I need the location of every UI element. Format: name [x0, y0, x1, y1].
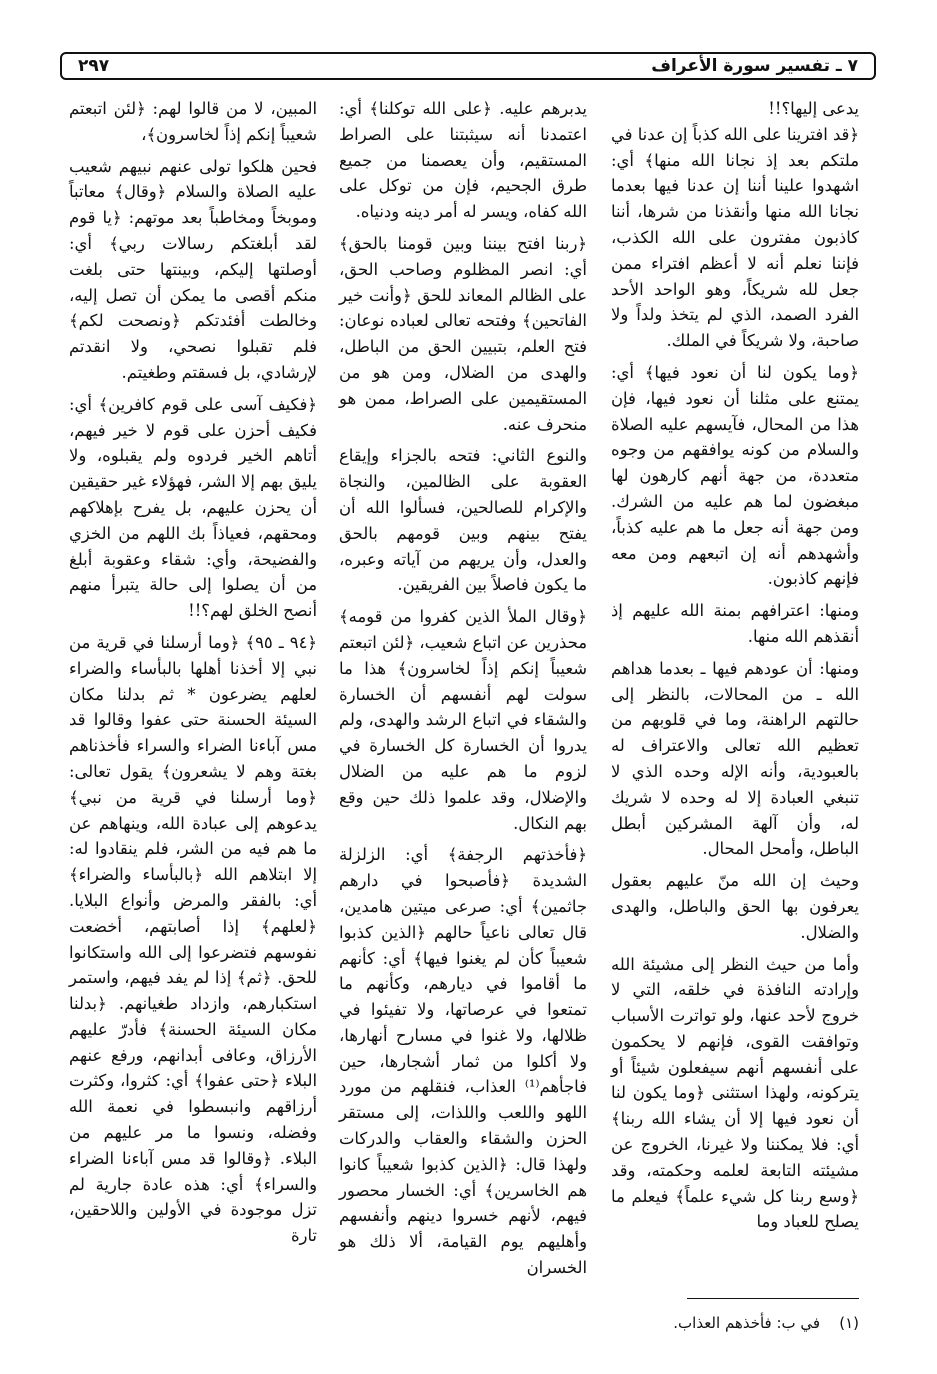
text-column-left [69, 96, 317, 1249]
paragraph: ﴿قد افترينا على الله كذباً إن عدنا في ملتكم بعد إذ نجانا الله منها﴾ أي: اشهدوا علينا أننا إن عدنا فيها بعدما نجانا الله منها وأنقذنا من شرها، أننا كاذبون مفترون على الله الكذب، فإننا نعلم أنه لا أعظم افتراء ممن جعل لله شريكاً، وهو الواحد الأحد الفرد الصمد، الذي لم يتخذ ولداً ولا صاحبة، ولا شريكاً في الملك. [610, 124, 859, 351]
paragraph: ﴿ربنا افتح بيننا وبين قومنا بالحق﴾ أي: انصر المظلوم وصاحب الحق، على الظالم المعاند للحق ﴿وأنت خير الفاتحين﴾ وفتحه تعالى لعباده نوعان: فتح العلم، بتبيين الحق من الباطل، والهدى من الضلال، ومن هو من المستقيمين على الصراط، ممن هو منحرف عنه. [339, 233, 587, 434]
text-column-right [611, 96, 859, 1235]
paragraph: وحيث إن الله منّ عليهم بعقول يعرفون بها الحق والباطل، والهدى والضلال. [611, 871, 859, 942]
paragraph: ومنها: اعترافهم بمنة الله عليهم إذ أنقذهم الله منها. [611, 601, 859, 646]
paragraph: ومنها: أن عودهم فيها ـ بعدما هداهم الله ـ من المحالات، بالنظر إلى حالتهم الراهنة، وما في قلوبهم من تعظيم الله تعالى والاعتراف له بالعبودية، وأنه الإله وحده الذي لا تنبغي العبادة إلا له وحده لا شريك له، وأن آلهة المشركين أبطل الباطل، وأمحل المحال. [611, 658, 859, 859]
paragraph: ﴿فكيف آسى على قوم كافرين﴾ أي: فكيف أحزن على قوم لا خير فيهم، أتاهم الخير فردوه ولم يقبلوه، ولا يليق بهم إلا الشر، فهؤلاء غير حقيقين أن يحزن عليهم، بل يفرح بإهلاكهم ومحقهم، فعياذاً بك اللهم من الخزي والفضيحة، وأي: شقاء وعقوبة أبلغ من أن يصلوا إلى حالة يتبرأ منهم أنصح الخلق لهم؟!! [69, 394, 317, 621]
footnote [673, 1312, 859, 1334]
paragraph: يدبرهم عليه. ﴿على الله توكلنا﴾ أي: اعتمدنا أنه سيثبتنا على الصراط المستقيم، وأن يعصمنا من جميع طرق الجحيم، فإن من توكل على الله كفاه، ويسر له أمر دينه ودنياه. [339, 99, 587, 222]
running-header [60, 52, 876, 80]
chapter-title: ٧ ـ تفسير سورة الأعراف [651, 56, 858, 76]
paragraph: ﴿٩٤ ـ ٩٥﴾ ﴿وما أرسلنا في قرية من نبي إلا أخذنا أهلها بالبأساء والضراء لعلهم يضرعون * ثم بدلنا مكان السيئة الحسنة حتى عفوا وقالوا قد مس آباءنا الضراء والسراء فأخذناهم بغتة وهم لا يشعرون﴾ يقول تعالى: ﴿وما أرسلنا في قرية من نبي﴾ يدعوهم إلى عبادة الله، وينهاهم عن ما هم فيه من الشر، فلم ينقادوا له: إلا ابتلاهم الله ﴿بالبأساء والضراء﴾ أي: بالفقر والمرض وأنواع البلايا. ﴿لعلهم﴾ إذا أصابتهم، أخضعت نفوسهم فتضرعوا إلى الله واستكانوا للحق. ﴿ثم﴾ إذا لم يفد فيهم، واستمر استكبارهم، وازداد طغيانهم. ﴿بدلنا مكان السيئة الحسنة﴾ فأدرّ عليهم الأرزاق، وعافى أبدانهم، ورفع عنهم البلاء ﴿حتى عفوا﴾ أي: كثروا، وكثرت أرزاقهم وانبسطوا في نعمة الله وفضله، ونسوا ما مر عليهم من البلاء. ﴿وقالوا قد مس آباءنا الضراء والسراء﴾ أي: هذه عادة جارية لم تزل موجودة في الأولين واللاحقين، تارة [69, 632, 317, 1246]
paragraph: ﴿فأخذتهم الرجفة﴾ أي: الزلزلة الشديدة ﴿فأصبحوا في دارهم جاثمين﴾ أي: صرعى ميتين هامدين، قال تعالى ناعياً حالهم ﴿الذين كذبوا شعيباً كأن لم يغنوا فيها﴾ أي: كأنهم ما أقاموا في ديارهم، وكأنهم ما تمتعوا في عرصاتها، ولا تفيئوا في ظلالها، ولا غنوا في مسارح أنهارها، ولا أكلوا من ثمار أشجارها، حين فاجأهم⁽¹⁾ العذاب، فنقلهم من مورد اللهو واللعب واللذات، إلى مستقر الحزن والشقاء والعقاب والدركات ولهذا قال: ﴿الذين كذبوا شعيباً كانوا هم الخاسرين﴾ أي: الخسار محصور فيهم، لأنهم خسروا دينهم وأنفسهم وأهليهم يوم القيامة، ألا ذلك هو الخسران [339, 845, 587, 1278]
paragraph: فحين هلكوا تولى عنهم نبيهم شعيب عليه الصلاة والسلام ﴿وقال﴾ معاتباً وموبخاً ومخاطباً بعد موتهم: ﴿يا قوم لقد أبلغتكم رسالات ربي﴾ أي: أوصلتها إليكم، وبينتها حتى بلغت منكم أقصى ما يمكن أن تصل إليه، وخالطت أفئدتكم ﴿ونصحت لكم﴾ فلم تقبلوا نصحي، ولا انقدتم لإرشادي، بل فسقتم وطغيتم. [69, 156, 317, 382]
paragraph: يدعى إليها؟!! [768, 99, 859, 118]
paragraph: وأما من حيث النظر إلى مشيئة الله وإرادته النافذة في خلقه، التي لا خروج لأحد عنها، ولو تواترت الأسباب وتوافقت القوى، فإنهم لا يحكمون على أنفسهم أنهم سيفعلون شيئاً أو يتركونه، ولهذا استثنى ﴿وما يكون لنا أن نعود فيها إلا أن يشاء الله ربنا﴾ أي: فلا يمكننا ولا غيرنا، الخروج عن مشيئته التابعة لعلمه وحكمته، وقد ﴿وسع ربنا كل شيء علماً﴾ فيعلم ما يصلح للعباد وما [611, 954, 859, 1232]
text-column-middle [339, 96, 587, 1281]
footnote-text: في ب: فأخذهم العذاب. [673, 1314, 821, 1332]
footnote-divider [687, 1298, 859, 1299]
footnote-marker: (١) [839, 1314, 859, 1332]
page-number: ٢٩٧ [78, 56, 110, 76]
paragraph: ﴿وقال الملأ الذين كفروا من قومه﴾ محذرين عن اتباع شعيب، ﴿لئن اتبعتم شعيباً إنكم إذاً لخاسرون﴾ هذا ما سولت لهم أنفسهم أن الخسارة والشقاء في اتباع الرشد والهدى، ولم يدروا أن الخسارة كل الخسارة في لزوم ما هم عليه من الضلال والإضلال، وقد علموا ذلك حين وقع بهم النكال. [339, 607, 587, 833]
paragraph: والنوع الثاني: فتحه بالجزاء وإيقاع العقوبة على الظالمين، والنجاة والإكرام للصالحين، فسألوا الله أن يفتح بينهم وبين قومهم بالحق والعدل، وأن يريهم من آياته وعبره، ما يكون فاصلاً بين الفريقين. [339, 446, 587, 595]
paragraph: ﴿وما يكون لنا أن نعود فيها﴾ أي: يمتنع على مثلنا أن نعود فيها، فإن هذا من المحال، فآيسهم عليه الصلاة والسلام من كونه يوافقهم من وجوه متعددة، من جهة أنهم كارهون لها مبغضون لما هم عليه من الشرك. ومن جهة أنه جعل ما هم عليه كذباً، وأشهدهم أنه إن اتبعهم ومن معه فإنهم كاذبون. [611, 362, 859, 589]
paragraph: المبين، لا من قالوا لهم: ﴿لئن اتبعتم شعيباً إنكم إذاً لخاسرون﴾، [69, 99, 317, 144]
